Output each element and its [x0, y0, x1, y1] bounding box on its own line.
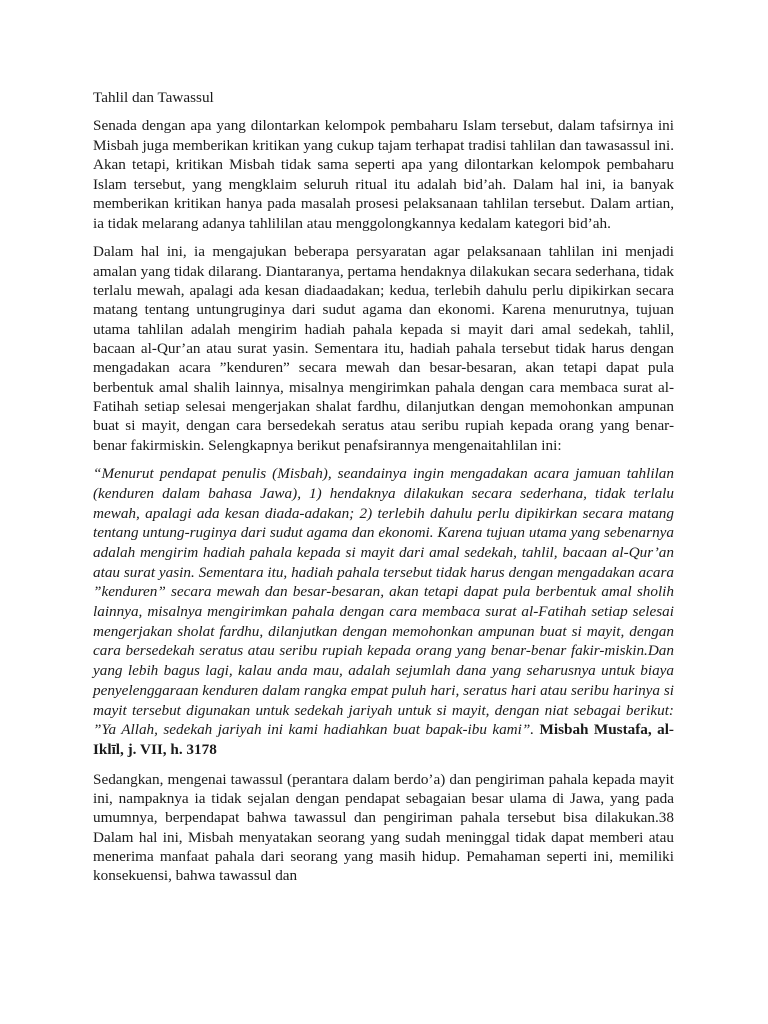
section-title: Tahlil dan Tawassul [93, 89, 214, 106]
block-quote [93, 464, 674, 760]
document-page [93, 88, 674, 895]
quote-text: “Menurut pendapat penulis (Misbah), seandainya ingin mengadakan acara jamuan tahlilan (kenduren dalam bahasa Jawa), 1) hendaknya dilakukan secara sederhana, tidak terlalu mewah, apalagi ada kesan diada-adakan; 2) terlebih dahulu perlu dipikirkan secara matang tentang untung-ruginya dari sudut agama dan ekonomi. Karena tujuan utama yang sebenarnya adalah mengirim hadiah pahala kepada si mayit dari amal sedekah, tahlil, bacaan al-Qur’an atau surat yasin. Sementara itu, hadiah pahala tersebut tidak harus dengan mengadakan acara ”kenduren” secara mewah dan besar-besaran, akan tetapi dapat pula berbentuk amal sholih lainnya, misalnya mengirimkan pahala dengan cara membaca surat al-Fatihah setiap selesai mengerjakan sholat fardhu, dilanjutkan dengan memohonkan ampunan buat si mayit, dengan cara bersedekah seratus atau seribu rupiah kepada orang yang benar-benar fakir-miskin.Dan yang lebih bagus lagi, kalau anda mau, adalah sejumlah dana yang seharusnya untuk biaya penyelenggaraan kenduren dalam rangka empat puluh hari, seratus hari atau seribu harinya si mayit tersebut digunakan untuk sedekah jariyah untuk si mayit, dengan niat sebagai berikut: ”Ya Allah, sedekah jariyah ini kami hadiahkan buat bapak-ibu kami”. [93, 465, 674, 739]
paragraph-1: Senada dengan apa yang dilontarkan kelompok pembaharu Islam tersebut, dalam tafsirnya ini Misbah juga memberikan kritikan yang cukup tajam terhapat tradisi tahlilan dan tawasassul ini. Akan tetapi, kritikan Misbah tidak sama seperti apa yang dilontarkan kelompok pembaharu Islam tersebut, yang mengklaim seluruh ritual itu adalah bid’ah. Dalam hal ini, ia banyak memberikan kritikan hanya pada masalah prosesi pelaksanaan tahlilan tersebut. Dalam artian, ia tidak melarang adanya tahlililan atau menggolongkannya kedalam kategori bid’ah. [93, 117, 674, 232]
paragraph-2: Dalam hal ini, ia mengajukan beberapa persyaratan agar pelaksanaan tahlilan ini menjadi amalan yang tidak dilarang. Diantaranya, pertama hendaknya dilakukan secara sederhana, tidak terlalu mewah, apalagi ada kesan diadaadakan; kedua, terlebih dahulu perlu dipikirkan secara matang tentang untungruginya dari sudut agama dan ekonomi. Karena menurutnya, tujuan utama tahlilan adalah mengirim hadiah pahala kepada si mayit dari amal sedekah, tahlil, bacaan al-Qur’an atau surat yasin. Sementara itu, hadiah pahala tersebut tidak harus dengan mengadakan acara ”kenduren” secara mewah dan besar-besaran, akan tetapi dapat pula berbentuk amal shalih lainnya, misalnya mengirimkan pahala dengan cara membaca surat al-Fatihah setiap selesai mengerjakan shalat fardhu, dilanjutkan dengan memohonkan ampunan buat si mayit, dengan cara bersedekah seratus atau seribu rupiah kepada orang yang benar-benar fakirmiskin. Selengkapnya berikut penafsirannya mengenaitahlilan ini: [93, 243, 674, 454]
paragraph-3: Sedangkan, mengenai tawassul (perantara dalam berdo’a) dan pengiriman pahala kepada mayit ini, nampaknya ia tidak sejalan dengan pendapat sebagaian besar ulama di Jawa, yang pada umumnya, berpendapat bahwa tawassul dan pengiriman pahala tersebut bisa dilakukan.38 Dalam hal ini, Misbah menyatakan seorang yang sudah meninggal tidak dapat memberi atau menerima manfaat pahala dari seorang yang masih hidup. Pemahaman seperti ini, memiliki konsekuensi, bahwa tawassul dan [93, 770, 674, 885]
quote-citation: Misbah Mustafa, al-Iklīl, j. VII, h. 3178 [93, 721, 674, 758]
